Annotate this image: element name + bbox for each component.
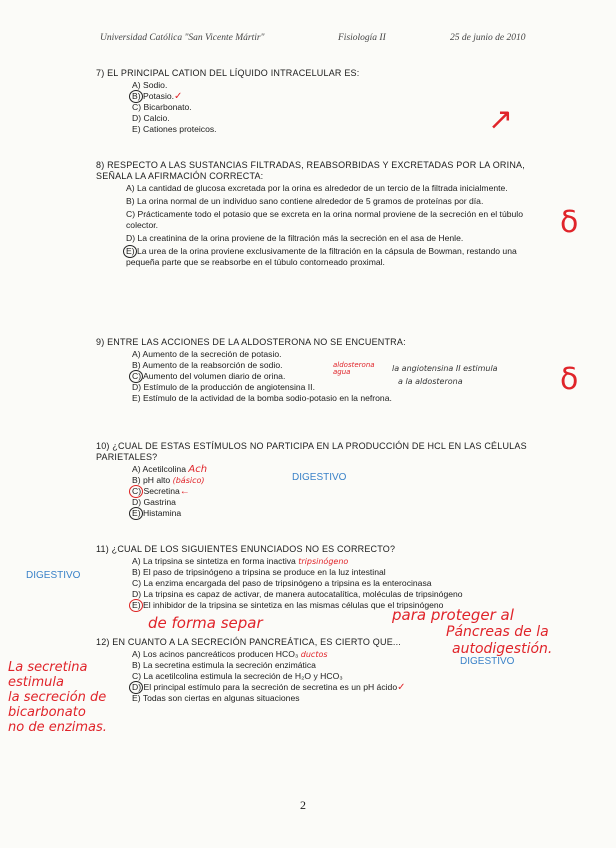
question-stem: 12) EN CUANTO A LA SECRECIÓN PANCREÁTICA, ES CIERTO QUE... <box>96 637 402 647</box>
university-name: Universidad Católica "San Vicente Mártir" <box>100 33 265 43</box>
note-aldosterona-agua: aldosterona agua <box>333 361 375 376</box>
option-d: D) Calcio. <box>132 113 170 123</box>
note-proteger: para proteger al <box>392 606 514 624</box>
option-a: A) La tripsina se sintetiza en forma inactiva tripsinógeno <box>132 556 349 566</box>
option-d: D) El principal estímulo para la secreción de secretina es un pH ácido ✓ <box>132 682 536 693</box>
option-d: D) Gastrina <box>132 497 176 507</box>
option-c: C) La acetilcolina estimula la secreción de H₂O y HCO₃ <box>132 671 343 681</box>
option-e: E) Histamina <box>132 508 536 519</box>
digestivo-label: DIGESTIVO <box>460 656 515 667</box>
option-b: B) La secretina estimula la secreción enzimática <box>132 660 316 670</box>
option-b: B) El paso de tripsinógeno a tripsina se produce en la luz intestinal <box>132 567 386 577</box>
option-e: E) Todas son ciertas en algunas situaciones <box>132 693 300 703</box>
option-a: A) Sodio. <box>132 80 168 90</box>
note-angiotensina: la angiotensina II estimula <box>392 364 498 373</box>
digestivo-label: DIGESTIVO <box>26 570 81 581</box>
note-aldosterona: a la aldosterona <box>398 377 463 386</box>
option-b: B) Potasio. ✓ <box>132 91 536 102</box>
option-a: A) Los acinos pancreáticos producen HCO₃ ductos <box>132 649 328 659</box>
note-tripsinogeno: tripsinógeno <box>298 557 349 566</box>
option-c: C) Secretina ← <box>132 486 536 497</box>
option-e: E) La urea de la orina proviene exclusivamente de la filtración en la cápsula de Bowman, restando una pequeña parte que se reabsorbe en el túbulo contorneado proximal. <box>126 246 536 268</box>
question-11 <box>96 544 536 611</box>
question-stem: 7) EL PRINCIPAL CATION DEL LÍQUIDO INTRACELULAR ES: <box>96 68 360 78</box>
option-d: D) La creatinina de la orina proviene de la filtración más la secreción en el asa de Henle. <box>126 233 464 243</box>
wrong-mark: δ <box>560 362 579 397</box>
option-c: C) Bicarbonato. <box>132 102 192 112</box>
question-stem: 8) RESPECTO A LAS SUSTANCIAS FILTRADAS, REABSORBIDAS Y EXCRETADAS POR LA ORINA, SEÑALA LA AFIRMACIÓN CORRECTA: <box>96 160 525 181</box>
note-pancreas: Páncreas de la <box>446 624 549 640</box>
question-8 <box>96 160 536 268</box>
page-number: 2 <box>300 798 306 812</box>
option-a: A) La cantidad de glucosa excretada por la orina es alrededor de un tercio de la filtrada inicialmente. <box>126 183 508 193</box>
answer-circle <box>123 245 137 258</box>
option-a: A) Acetilcolina Ach <box>132 464 208 475</box>
digestivo-label: DIGESTIVO <box>292 472 347 483</box>
answer-circle <box>129 507 143 520</box>
question-stem: 11) ¿CUAL DE LOS SIGUIENTES ENUNCIADOS NO ES CORRECTO? <box>96 544 396 554</box>
option-e: E) Estímulo de la actividad de la bomba sodio-potasio en la nefrona. <box>132 393 392 403</box>
note-ach: Ach <box>188 464 208 475</box>
question-7 <box>96 68 536 135</box>
option-e: E) El inhibidor de la tripsina se sintetiza en las mismas células que el tripsinógeno <box>132 600 536 611</box>
note-ductos: ductos <box>300 650 328 659</box>
option-d: D) La tripsina es capaz de activar, de manera autocatalítica, moléculas de tripsinógeno <box>132 589 463 599</box>
option-b: B) Aumento de la reabsorción de sodio. <box>132 360 283 370</box>
option-b: B) pH alto (básico) <box>132 475 205 485</box>
option-c: C) Aumento del volumen diario de orina. <box>132 371 536 382</box>
subject-name: Fisiología II <box>338 33 386 43</box>
correct-mark: ↗ <box>488 102 514 137</box>
option-c: C) Prácticamente todo el potasio que se excreta en la orina normal proviene de la secreción en el túbulo colector. <box>126 209 523 230</box>
note-secretina: La secretina estimula la secreción de bicarbonato no de enzimas. <box>8 660 107 735</box>
note-forma-separ: de forma separ <box>148 614 263 632</box>
exam-date: 25 de junio de 2010 <box>450 33 526 43</box>
question-stem: 10) ¿CUAL DE ESTAS ESTÍMULOS NO PARTICIPA EN LA PRODUCCIÓN DE HCL EN LAS CÉLULAS PARIETALES? <box>96 441 527 462</box>
option-b: B) La orina normal de un individuo sano contiene alrededor de 5 gramos de proteínas por día. <box>126 196 484 206</box>
question-12 <box>96 637 536 704</box>
wrong-mark: δ <box>560 205 579 240</box>
option-d: D) Estímulo de la producción de angiotensina II. <box>132 382 315 392</box>
answer-circle <box>129 599 143 612</box>
note-basico: (básico) <box>172 476 205 485</box>
note-autodigestion: autodigestión. <box>452 641 553 657</box>
option-c: C) La enzima encargada del paso de tripsinógeno a tripsina es la enterocinasa <box>132 578 432 588</box>
question-stem: 9) ENTRE LAS ACCIONES DE LA ALDOSTERONA NO SE ENCUENTRA: <box>96 337 406 347</box>
option-a: A) Aumento de la secreción de potasio. <box>132 349 282 359</box>
option-e: E) Cationes proteicos. <box>132 124 217 134</box>
